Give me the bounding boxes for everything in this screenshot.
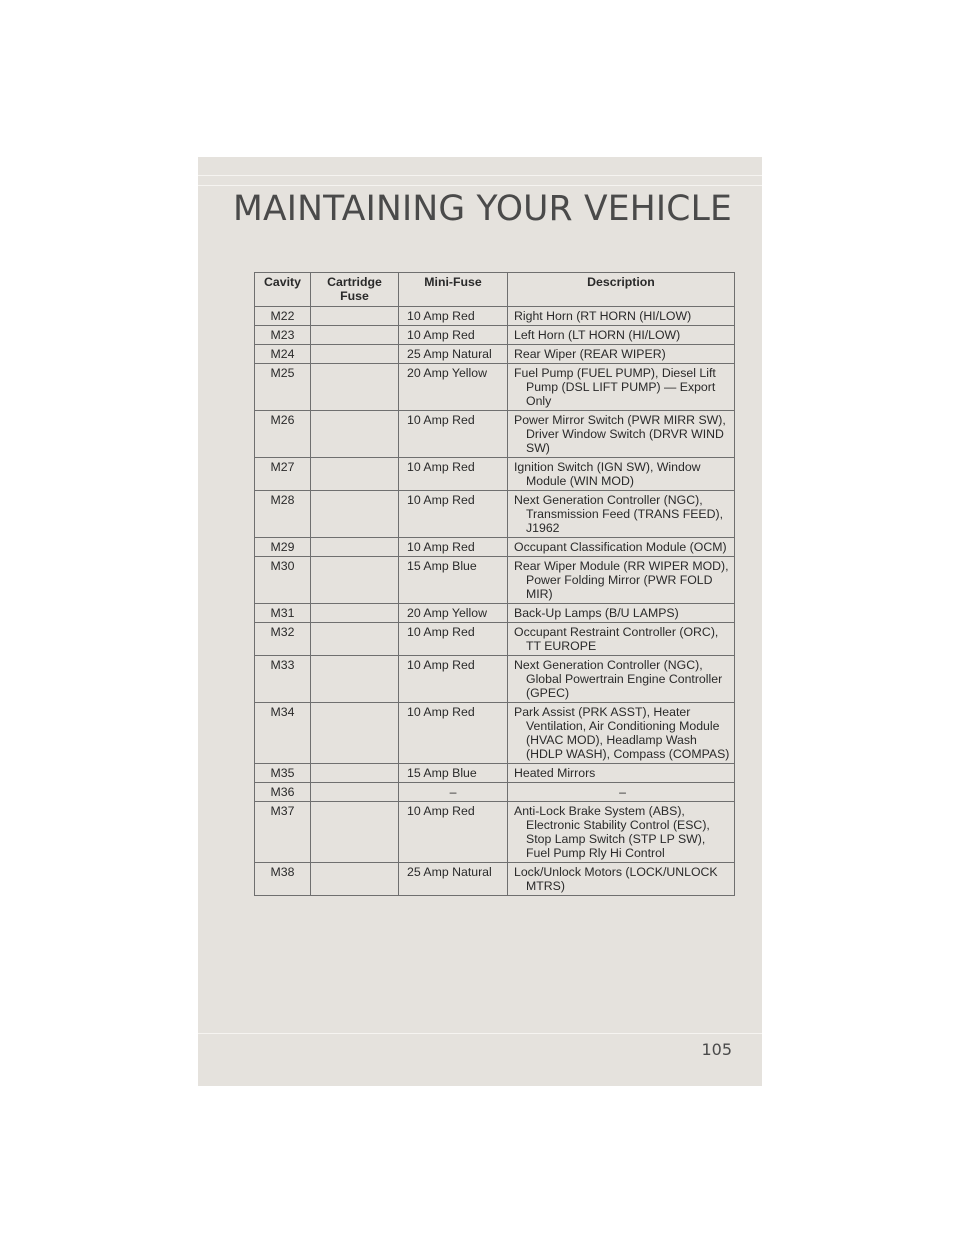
table-row xyxy=(255,656,735,703)
header-cartridge-fuse: Cartridge Fuse xyxy=(311,273,399,307)
description-cell xyxy=(508,703,735,764)
table-row xyxy=(255,703,735,764)
table-row xyxy=(255,491,735,538)
mini-fuse-cell: – xyxy=(399,783,508,802)
table-row xyxy=(255,783,735,802)
cavity-cell: M35 xyxy=(255,764,311,783)
description-cell xyxy=(508,411,735,458)
description-cell xyxy=(508,491,735,538)
mini-fuse-cell: 20 Amp Yellow xyxy=(399,364,508,411)
description-text: Occupant Restraint Controller (ORC), TT EUROPE xyxy=(514,625,719,653)
table-row xyxy=(255,802,735,863)
header-rule-top xyxy=(198,175,762,176)
cartridge-cell xyxy=(311,307,399,326)
table-row xyxy=(255,458,735,491)
description-text: Park Assist (PRK ASST), Heater Ventilation, Air Conditioning Module (HVAC MOD), Headlamp Wash (HDLP WASH), Compass (COMPAS) xyxy=(514,705,730,761)
cavity-cell: M23 xyxy=(255,326,311,345)
table-row xyxy=(255,345,735,364)
description-text: Lock/Unlock Motors (LOCK/UNLOCK MTRS) xyxy=(514,865,718,893)
mini-fuse-cell: 10 Amp Red xyxy=(399,703,508,764)
description-cell xyxy=(508,345,735,364)
cavity-cell: M33 xyxy=(255,656,311,703)
table-row xyxy=(255,557,735,604)
cavity-cell: M25 xyxy=(255,364,311,411)
description-cell xyxy=(508,538,735,557)
cartridge-cell xyxy=(311,491,399,538)
section-title: MAINTAINING YOUR VEHICLE xyxy=(233,189,732,229)
cavity-cell: M29 xyxy=(255,538,311,557)
table-row xyxy=(255,538,735,557)
table-row xyxy=(255,411,735,458)
description-cell xyxy=(508,623,735,656)
description-text: Power Mirror Switch (PWR MIRR SW), Driver Window Switch (DRVR WIND SW) xyxy=(514,413,726,455)
page-number: 105 xyxy=(701,1040,732,1059)
cavity-cell: M37 xyxy=(255,802,311,863)
description-cell xyxy=(508,802,735,863)
mini-fuse-cell: 10 Amp Red xyxy=(399,326,508,345)
cavity-cell: M30 xyxy=(255,557,311,604)
table-row xyxy=(255,863,735,896)
table-row xyxy=(255,307,735,326)
cartridge-cell xyxy=(311,557,399,604)
cartridge-cell xyxy=(311,458,399,491)
table-row xyxy=(255,326,735,345)
description-text: Heated Mirrors xyxy=(514,766,596,780)
table-header-row xyxy=(255,273,735,307)
cavity-cell: M22 xyxy=(255,307,311,326)
cavity-cell: M36 xyxy=(255,783,311,802)
description-text: Left Horn (LT HORN (HI/LOW) xyxy=(514,328,681,342)
mini-fuse-cell: 25 Amp Natural xyxy=(399,863,508,896)
cavity-cell: M32 xyxy=(255,623,311,656)
footer-rule xyxy=(198,1033,762,1034)
description-cell xyxy=(508,656,735,703)
cartridge-cell xyxy=(311,411,399,458)
description-text: Rear Wiper (REAR WIPER) xyxy=(514,347,666,361)
description-text: Rear Wiper Module (RR WIPER MOD), Power Folding Mirror (PWR FOLD MIR) xyxy=(514,559,729,601)
mini-fuse-cell: 10 Amp Red xyxy=(399,802,508,863)
mini-fuse-cell: 15 Amp Blue xyxy=(399,557,508,604)
mini-fuse-cell: 25 Amp Natural xyxy=(399,345,508,364)
cavity-cell: M38 xyxy=(255,863,311,896)
description-text: Anti-Lock Brake System (ABS), Electronic Stability Control (ESC), Stop Lamp Switch (STP LP SW), Fuel Pump Rly Hi Control xyxy=(514,804,710,860)
cartridge-cell xyxy=(311,703,399,764)
description-cell xyxy=(508,458,735,491)
fuse-table xyxy=(254,272,735,896)
cavity-cell: M26 xyxy=(255,411,311,458)
description-cell xyxy=(508,764,735,783)
table-row xyxy=(255,364,735,411)
header-mini-fuse: Mini-Fuse xyxy=(399,273,508,307)
description-text: Ignition Switch (IGN SW), Window Module (WIN MOD) xyxy=(514,460,701,488)
cartridge-cell xyxy=(311,764,399,783)
description-text: – xyxy=(619,785,626,799)
description-text: Next Generation Controller (NGC), Transmission Feed (TRANS FEED), J1962 xyxy=(514,493,724,535)
cartridge-cell xyxy=(311,863,399,896)
description-cell xyxy=(508,783,735,802)
cavity-cell: M27 xyxy=(255,458,311,491)
description-cell xyxy=(508,604,735,623)
table-row xyxy=(255,623,735,656)
mini-fuse-cell: 20 Amp Yellow xyxy=(399,604,508,623)
description-text: Next Generation Controller (NGC), Global Powertrain Engine Controller (GPEC) xyxy=(514,658,723,700)
mini-fuse-cell: 10 Amp Red xyxy=(399,307,508,326)
header-description: Description xyxy=(508,273,735,307)
mini-fuse-cell: 10 Amp Red xyxy=(399,538,508,557)
description-cell xyxy=(508,307,735,326)
mini-fuse-cell: 10 Amp Red xyxy=(399,411,508,458)
description-text: Fuel Pump (FUEL PUMP), Diesel Lift Pump (DSL LIFT PUMP) — Export Only xyxy=(514,366,716,408)
cavity-cell: M24 xyxy=(255,345,311,364)
header-rule-bottom xyxy=(198,185,762,186)
description-text: Occupant Classification Module (OCM) xyxy=(514,540,727,554)
description-cell xyxy=(508,863,735,896)
mini-fuse-cell: 10 Amp Red xyxy=(399,656,508,703)
description-cell xyxy=(508,326,735,345)
cartridge-cell xyxy=(311,326,399,345)
manual-page xyxy=(198,157,762,1086)
cartridge-cell xyxy=(311,802,399,863)
mini-fuse-cell: 10 Amp Red xyxy=(399,623,508,656)
mini-fuse-cell: 10 Amp Red xyxy=(399,458,508,491)
mini-fuse-cell: 15 Amp Blue xyxy=(399,764,508,783)
table-row xyxy=(255,764,735,783)
header-cavity: Cavity xyxy=(255,273,311,307)
cartridge-cell xyxy=(311,604,399,623)
cavity-cell: M34 xyxy=(255,703,311,764)
description-text: Right Horn (RT HORN (HI/LOW) xyxy=(514,309,692,323)
description-text: Back-Up Lamps (B/U LAMPS) xyxy=(514,606,679,620)
mini-fuse-cell: 10 Amp Red xyxy=(399,491,508,538)
cavity-cell: M28 xyxy=(255,491,311,538)
cartridge-cell xyxy=(311,345,399,364)
cartridge-cell xyxy=(311,656,399,703)
description-cell xyxy=(508,557,735,604)
cavity-cell: M31 xyxy=(255,604,311,623)
cartridge-cell xyxy=(311,623,399,656)
cartridge-cell xyxy=(311,364,399,411)
description-cell xyxy=(508,364,735,411)
cartridge-cell xyxy=(311,783,399,802)
table-row xyxy=(255,604,735,623)
cartridge-cell xyxy=(311,538,399,557)
